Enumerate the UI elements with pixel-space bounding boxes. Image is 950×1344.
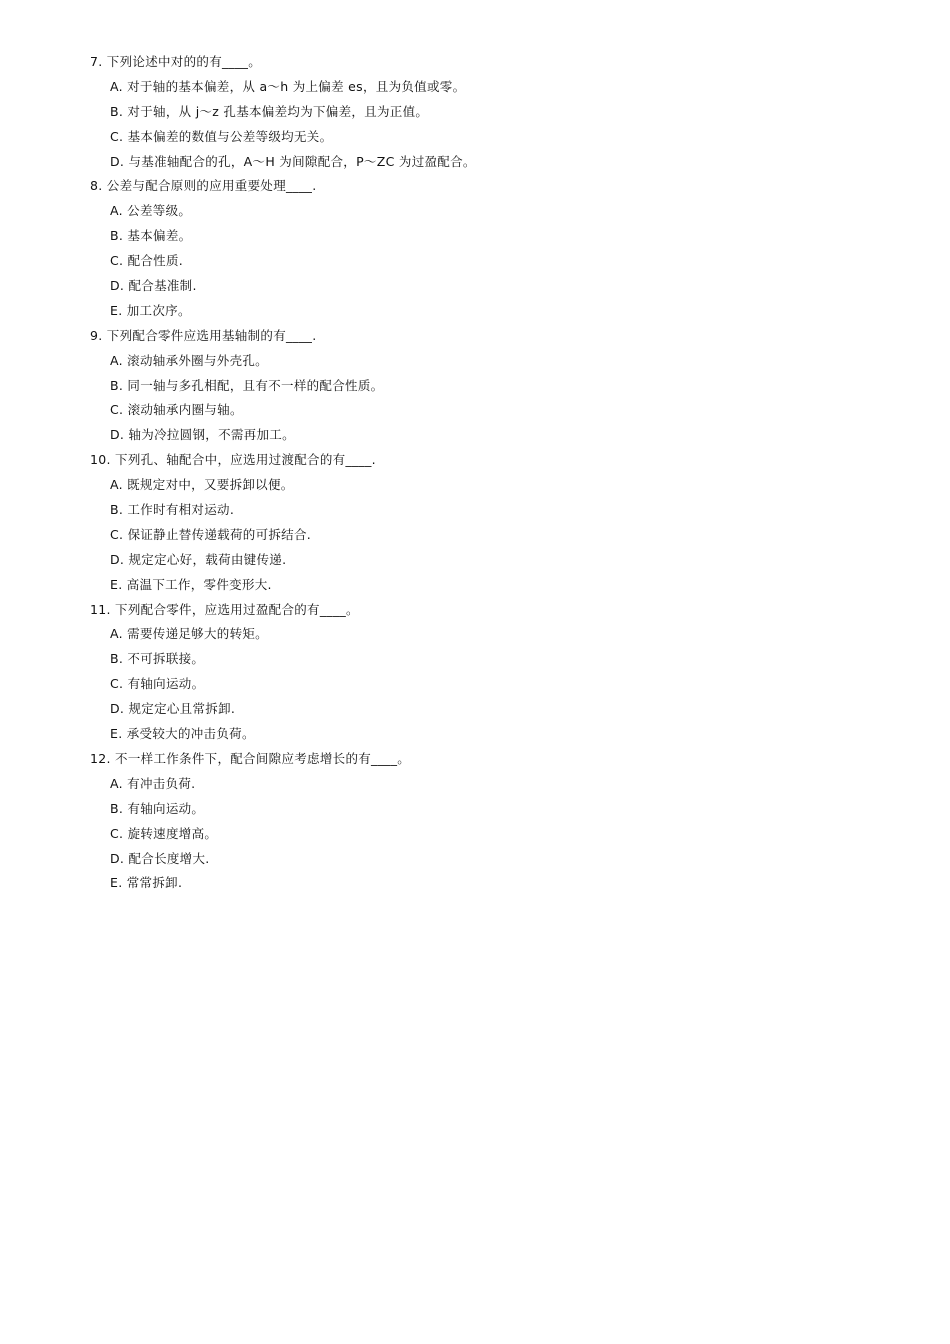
question-12-option-e: E. 常常拆卸. bbox=[110, 875, 183, 891]
question-list bbox=[90, 50, 910, 896]
question-8-option-a: A. 公差等级。 bbox=[110, 203, 192, 219]
question-10-option-a: A. 既规定对中，又要拆卸以便。 bbox=[110, 477, 294, 493]
question-11-option-a: A. 需要传递足够大的转矩。 bbox=[110, 626, 268, 642]
question-7-option-b: B. 对于轴，从 j～z 孔基本偏差均为下偏差，且为正值。 bbox=[110, 103, 429, 119]
question-11-option-e: E. 承受较大的冲击负荷。 bbox=[110, 726, 255, 742]
question-9-option-d: D. 轴为冷拉圆钢，不需再加工。 bbox=[110, 427, 295, 443]
question-10-option-b: B. 工作时有相对运动. bbox=[110, 502, 235, 518]
question-7-option-c: C. 基本偏差的数值与公差等级均无关。 bbox=[110, 128, 333, 144]
question-11-option-b: B. 不可拆联接。 bbox=[110, 651, 205, 667]
question-9-option-c: C. 滚动轴承内圈与轴。 bbox=[110, 402, 243, 418]
question-7: 7. 下列论述中对的的有____。 bbox=[90, 54, 261, 69]
question-11: 11. 下列配合零件，应选用过盈配合的有____。 bbox=[90, 601, 359, 617]
question-8-option-c: C. 配合性质. bbox=[110, 253, 184, 269]
question-8: 8. 公差与配合原则的应用重要处理____. bbox=[90, 178, 317, 194]
question-8-option-b: B. 基本偏差。 bbox=[110, 228, 192, 244]
question-9: 9. 下列配合零件应选用基轴制的有____. bbox=[90, 327, 317, 343]
question-12-option-a: A. 有冲击负荷. bbox=[110, 775, 196, 791]
question-10-option-d: D. 规定定心好，载荷由键传递. bbox=[110, 551, 287, 567]
question-10-option-c: C. 保证静止替传递载荷的可拆结合. bbox=[110, 526, 312, 542]
question-12-option-d: D. 配合长度增大. bbox=[110, 850, 210, 866]
question-11-option-d: D. 规定定心且常拆卸. bbox=[110, 701, 236, 717]
question-11-option-c: C. 有轴向运动。 bbox=[110, 676, 205, 692]
question-9-option-a: A. 滚动轴承外圈与外壳孔。 bbox=[110, 352, 268, 368]
question-8-option-e: E. 加工次序。 bbox=[110, 302, 191, 318]
question-7-option-a: A. 对于轴的基本偏差，从 a～h 为上偏差 es，且为负值或零。 bbox=[110, 78, 466, 94]
question-9-option-b: B. 同一轴与多孔相配，且有不一样的配合性质。 bbox=[110, 377, 384, 393]
question-10-option-e: E. 高温下工作，零件变形大. bbox=[110, 576, 272, 592]
question-8-option-d: D. 配合基准制. bbox=[110, 278, 197, 294]
question-10: 10. 下列孔、轴配合中，应选用过渡配合的有____. bbox=[90, 452, 376, 468]
question-12: 12. 不一样工作条件下，配合间隙应考虑增长的有____。 bbox=[90, 750, 411, 766]
question-12-option-b: B. 有轴向运动。 bbox=[110, 800, 205, 816]
question-7-option-d: D. 与基准轴配合的孔，A～H 为间隙配合，P～ZC 为过盈配合。 bbox=[110, 153, 476, 169]
question-12-option-c: C. 旋转速度增高。 bbox=[110, 825, 218, 841]
